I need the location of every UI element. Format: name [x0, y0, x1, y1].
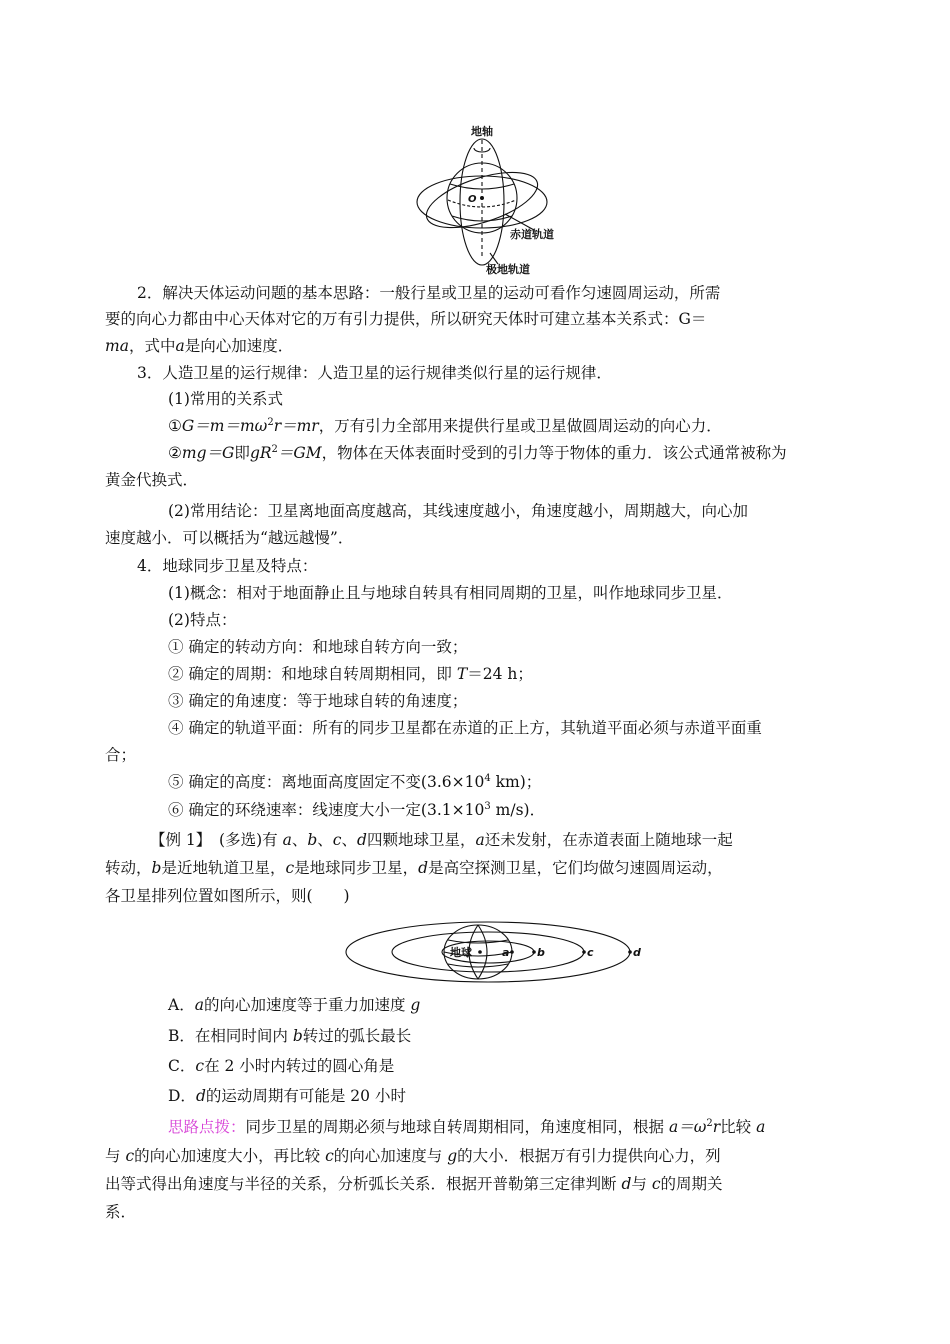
para-3-sub-1: (1)常用的关系式 — [168, 390, 283, 408]
hint-line-3: 出等式得出角速度与半径的关系，分析弧长关系．根据开普勒第三定律判断 d与 c的周期关 — [105, 1175, 723, 1193]
feature-4-line-1: ④ 确定的轨道平面：所有的同步卫星都在赤道的正上方，其轨道平面必须与赤道平面重 — [168, 719, 762, 737]
feature-3: ③ 确定的角速度：等于地球自转的角速度； — [168, 692, 468, 710]
center-label: O — [468, 194, 477, 205]
hint-line-2: 与 c的向心加速度大小，再比较 c的向心加速度与 g的大小．根据万有引力提供向心力，列 — [105, 1147, 721, 1165]
example-tag: 【例 1】 — [150, 831, 204, 849]
option-b: B．在相同时间内 b转过的弧长最长 — [168, 1027, 412, 1045]
example-1-line-1: 【例 1】 (多选)有 a、b、c、d四颗地球卫星，a还未发射，在赤道表面上随地球一起 — [150, 831, 733, 849]
option-c: C．c在 2 小时内转过的圆心角是 — [168, 1057, 395, 1075]
sat-b-label: b — [537, 946, 545, 959]
formula-2-cont: 黄金代换式． — [105, 471, 199, 489]
para-4-concept: (1)概念：相对于地面静止且与地球自转具有相同周期的卫星，叫作地球同步卫星． — [168, 584, 733, 602]
hint-line-4: 系． — [105, 1203, 137, 1221]
option-a: A．a的向心加速度等于重力加速度 g — [168, 996, 421, 1014]
feature-4-line-2: 合； — [105, 746, 137, 764]
equatorial-label: 赤道轨道 — [510, 228, 554, 241]
feature-6: ⑥ 确定的环绕速率：线速度大小一定($3.1\times 10^3$ m/s)． — [168, 800, 546, 819]
polar-label: 极地轨道 — [486, 263, 530, 276]
hint-tag: 思路点拨： — [168, 1118, 246, 1136]
axis-label: 地轴 — [471, 125, 493, 138]
feature-5: ⑤ 确定的高度：离地面高度固定不变($3.6\times 10^4$ km)； — [168, 772, 542, 791]
option-d: D．d的运动周期有可能是 20 小时 — [168, 1087, 406, 1105]
para-3-sub-2-line-1: (2)常用结论：卫星离地面高度越高，其线速度越小，角速度越小，周期越大，向心加 — [168, 502, 748, 520]
sat-a-label: a — [502, 946, 510, 959]
para-2-line-1: 2．解决天体运动问题的基本思路：一般行星或卫星的运动可看作匀速圆周运动，所需 — [137, 284, 721, 302]
formula-1: $①G=m=m\omega^2r=mr$，万有引力全部用来提供行星或卫星做圆周运动的向心力． — [168, 416, 722, 435]
feature-2: ② 确定的周期：和地球自转周期相同，即 T＝24 h； — [168, 665, 533, 683]
para-4-line-1: 4．地球同步卫星及特点： — [137, 557, 318, 575]
hint-line-1: 思路点拨：同步卫星的周期必须与地球自转周期相同，角速度相同，根据 $a=\omega^2r$比较 a — [168, 1117, 766, 1136]
example-1-line-3: 各卫星排列位置如图所示，则( ) — [105, 887, 350, 905]
orbit-figure — [410, 118, 560, 276]
feature-1: ① 确定的转动方向：和地球自转方向一致； — [168, 638, 468, 656]
sat-c-label: c — [587, 946, 594, 959]
para-4-features: (2)特点： — [168, 611, 237, 629]
para-3-sub-2-line-2: 速度越小．可以概括为“越远越慢”． — [105, 529, 354, 547]
para-2-line-2: 要的向心力都由中心天体对它的万有引力提供，所以研究天体时可建立基本关系式：G＝ — [105, 310, 707, 328]
sat-d-label: d — [633, 946, 641, 959]
orbit-c — [392, 932, 584, 972]
para-2-line-3: ma，式中a是向心加速度． — [105, 337, 294, 355]
formula-2: ②mg＝G即$gR^2=GM$，物体在天体表面时受到的引力等于物体的重力．该公式通常被称为 — [168, 443, 787, 462]
earth-label: 地球 — [450, 946, 472, 959]
satellite-figure — [340, 918, 650, 986]
example-1-line-2: 转动，b是近地轨道卫星，c是地球同步卫星，d是高空探测卫星，它们均做匀速圆周运动， — [105, 859, 723, 877]
para-3-line-1: 3．人造卫星的运行规律：人造卫星的运行规律类似行星的运行规律． — [137, 364, 612, 382]
